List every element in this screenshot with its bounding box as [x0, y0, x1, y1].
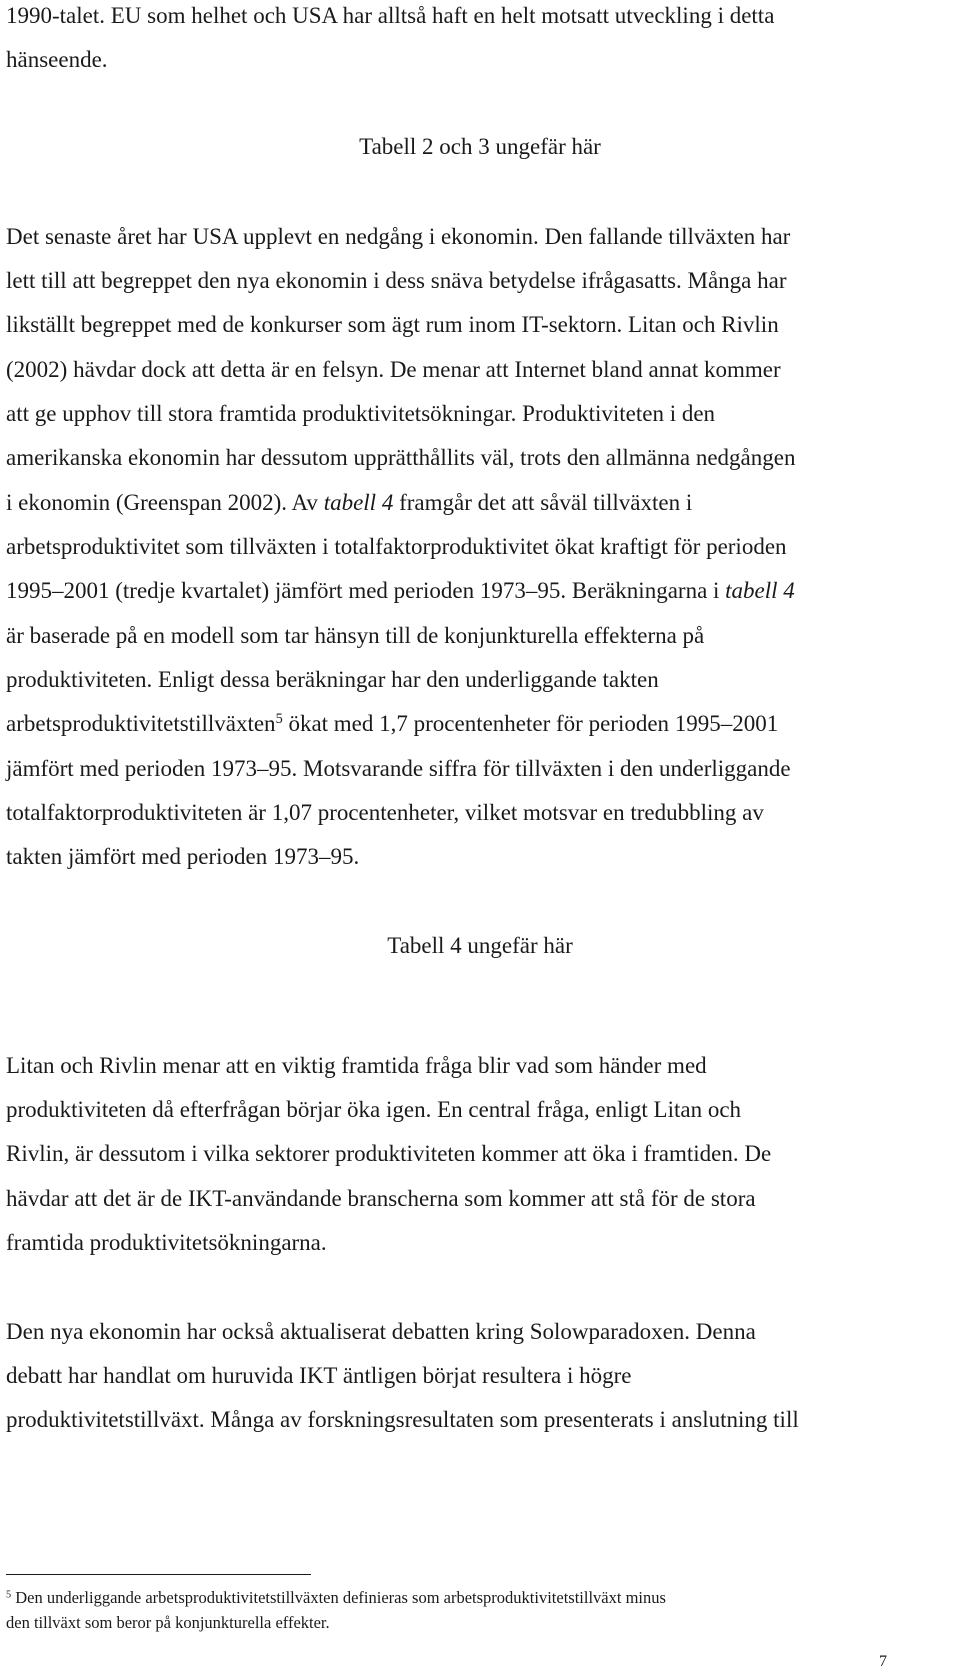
paragraph-line: är baserade på en modell som tar hänsyn till de konjunkturella effekterna på [6, 623, 705, 648]
footnote-text: Den underliggande arbetsproduktivitetstillväxten definieras som arbetsproduktivitetstillväxt minus [11, 1588, 666, 1607]
footnote-divider [6, 1574, 311, 1575]
paragraph-line: takten jämfört med perioden 1973–95. [6, 844, 360, 869]
paragraph-line [6, 710, 778, 738]
paragraph-line: produktiviteten då efterfrågan börjar öka igen. En central fråga, enligt Litan och [6, 1097, 742, 1122]
paragraph-line: totalfaktorproduktiviteten är 1,07 procentenheter, vilket motsvar en tredubbling av [6, 800, 764, 825]
paragraph-line: hänseende. [6, 47, 108, 72]
paragraph-line: amerikanska ekonomin har dessutom upprätthållits väl, trots den allmänna nedgången [6, 445, 796, 470]
text-run: ökat med 1,7 procentenheter för perioden 1995–2001 [282, 711, 779, 736]
paragraph-line: 1990-talet. EU som helhet och USA har alltså haft en helt motsatt utveckling i detta [6, 3, 775, 28]
paragraph-line: arbetsproduktivitet som tillväxten i totalfaktorproduktivitet ökat kraftigt för perioden [6, 534, 787, 559]
paragraph-line [6, 577, 795, 605]
paragraph-line: Litan och Rivlin menar att en viktig framtida fråga blir vad som händer med [6, 1053, 707, 1078]
paragraph-line: jämfört med perioden 1973–95. Motsvarande siffra för tillväxten i den underliggande [6, 756, 791, 781]
text-run: i ekonomin (Greenspan 2002). Av [6, 490, 324, 515]
paragraph-line: att ge upphov till stora framtida produktivitetsökningar. Produktiviteten i den [6, 401, 716, 426]
text-run: framgår det att såväl tillväxten i [393, 490, 693, 515]
paragraph-line: likställt begreppet med de konkurser som ägt rum inom IT-sektorn. Litan och Rivlin [6, 312, 779, 337]
table-reference: tabell 4 [323, 490, 394, 515]
paragraph-line: produktivitetstillväxt. Många av forskningsresultaten som presenterats i anslutning till [6, 1407, 799, 1432]
table-placeholder: Tabell 2 och 3 ungefär här [359, 134, 601, 159]
footnote-reference[interactable]: 5 [275, 711, 283, 728]
footnote-line [6, 1588, 666, 1608]
paragraph-line: Den nya ekonomin har också aktualiserat debatten kring Solowparadoxen. Denna [6, 1319, 756, 1344]
table-reference: tabell 4 [725, 578, 795, 603]
paragraph-line: framtida produktivitetsökningarna. [6, 1230, 327, 1255]
table-placeholder: Tabell 4 ungefär här [387, 933, 573, 958]
footnote-marker: 5 [6, 1589, 12, 1601]
paragraph-line: Rivlin, är dessutom i vilka sektorer produktiviteten kommer att öka i framtiden. De [6, 1141, 772, 1166]
footnote-line: den tillväxt som beror på konjunkturella effekter. [6, 1613, 330, 1632]
paragraph-line: hävdar att det är de IKT-användande branscherna som kommer att stå för de stora [6, 1186, 756, 1211]
paragraph-line: debatt har handlat om huruvida IKT äntligen börjat resultera i högre [6, 1363, 632, 1388]
paragraph-line: produktiviteten. Enligt dessa beräkningar har den underliggande takten [6, 667, 659, 692]
text-run: arbetsproduktivitetstillväxten [6, 711, 276, 736]
paragraph-line: Det senaste året har USA upplevt en nedgång i ekonomin. Den fallande tillväxten har [6, 224, 791, 249]
page-number: 7 [879, 1653, 887, 1670]
paragraph-line: (2002) hävdar dock att detta är en felsyn. De menar att Internet bland annat kommer [6, 357, 781, 382]
text-run: 1995–2001 (tredje kvartalet) jämfört med perioden 1973–95. Beräkningarna i [6, 578, 726, 603]
paragraph-line [6, 489, 692, 517]
paragraph-line: lett till att begreppet den nya ekonomin i dess snäva betydelse ifrågasatts. Många har [6, 268, 787, 293]
